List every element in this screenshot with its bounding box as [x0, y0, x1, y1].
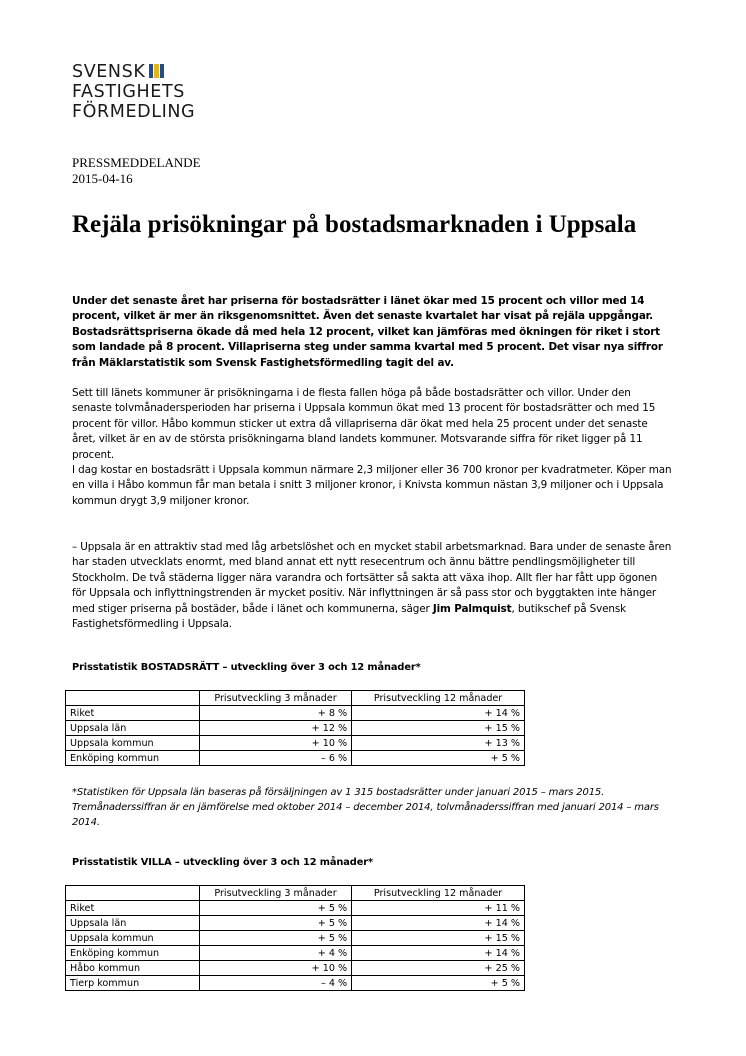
table-row	[66, 916, 525, 931]
table-row	[66, 901, 525, 916]
table-cell-12m: + 5 %	[352, 751, 525, 766]
table-cell-3m: – 6 %	[199, 751, 351, 766]
table-header-row	[66, 886, 525, 901]
table-row	[66, 736, 525, 751]
table-cell-region: Riket	[66, 706, 200, 721]
table-bostadsratt	[65, 690, 525, 766]
table-cell-3m: + 4 %	[199, 946, 351, 961]
table-row	[66, 721, 525, 736]
swedish-flag-icon	[149, 64, 165, 78]
table-footnote: *Statistiken för Uppsala län baseras på försäljningen av 1 315 bostadsrätter under januari 2015 – mars 2015. Tremånaderssiffran är en jämförelse med oktober 2014 – december 2014, tolvmånaderssiffran med januari 2014 – mars 2014.	[72, 787, 659, 828]
quote-text: – Uppsala är en attraktiv stad med låg arbetslöshet och en mycket stabil arbetsmarknad. Bara under de senaste åren har staden utvecklats enormt, med bland annat ett nytt resecentrum och ännu bättre pendlingsmöjligheter till Stockholm. De två städerna ligger nära varandra och fortsätter så sakta att växa ihop. Allt fler har fått upp ögonen för Uppsala och inflyttningstrenden är mycket positiv. När inflyttningen är så pass stor och byggtakten inte hänger med stiger priserna på bostäder, både i länet och kommunerna, säger	[72, 541, 672, 615]
table-cell-3m: + 12 %	[199, 721, 351, 736]
table-cell-3m: + 5 %	[199, 916, 351, 931]
table-cell-3m: + 10 %	[199, 961, 351, 976]
table-cell-region: Enköping kommun	[66, 946, 200, 961]
table-cell-3m: + 10 %	[199, 736, 351, 751]
table-row	[66, 931, 525, 946]
table-header-cell: Prisutveckling 3 månader	[199, 691, 351, 706]
body-paragraph-3	[72, 540, 672, 632]
table-cell-12m: + 11 %	[352, 901, 525, 916]
table-cell-region: Enköping kommun	[66, 751, 200, 766]
logo-line-1: SVENSK	[72, 62, 146, 82]
company-logo	[72, 62, 195, 122]
document-date: 2015-04-16	[72, 171, 133, 186]
table-cell-3m: + 8 %	[199, 706, 351, 721]
table-header-cell: Prisutveckling 12 månader	[352, 886, 525, 901]
table-cell-region: Uppsala kommun	[66, 736, 200, 751]
table-row	[66, 751, 525, 766]
table-cell-3m: – 4 %	[199, 976, 351, 991]
table-cell-3m: + 5 %	[199, 901, 351, 916]
table-cell-12m: + 5 %	[352, 976, 525, 991]
table-cell-12m: + 14 %	[352, 916, 525, 931]
table-header-cell	[66, 691, 200, 706]
table-cell-12m: + 14 %	[352, 706, 525, 721]
table-header-cell: Prisutveckling 3 månader	[199, 886, 351, 901]
table-row	[66, 706, 525, 721]
table-cell-12m: + 25 %	[352, 961, 525, 976]
logo-line-2: FASTIGHETS	[72, 82, 185, 102]
table-cell-region: Uppsala kommun	[66, 931, 200, 946]
body-paragraph-2: I dag kostar en bostadsrätt i Uppsala kommun närmare 2,3 miljoner eller 36 700 kronor per kvadratmeter. Köper man en villa i Håbo kommun får man betala i snitt 3 miljoner kronor, i Knivsta kommun nästan 3,9 miljoner och i Uppsala kommun drygt 3,9 miljoner kronor.	[72, 464, 672, 507]
document-meta	[72, 155, 201, 187]
logo-line-3: FÖRMEDLING	[72, 102, 196, 122]
table-cell-12m: + 15 %	[352, 721, 525, 736]
table-cell-region: Riket	[66, 901, 200, 916]
table-header-cell	[66, 886, 200, 901]
table-villa	[65, 885, 525, 991]
table-title-bostadsratt: Prisstatistik BOSTADSRÄTT – utveckling över 3 och 12 månader*	[72, 662, 421, 673]
table-row	[66, 976, 525, 991]
table-cell-region: Håbo kommun	[66, 961, 200, 976]
table-cell-region: Tierp kommun	[66, 976, 200, 991]
quote-attribution: , butikschef på Svensk Fastighetsförmedling i Uppsala.	[72, 602, 627, 631]
table-cell-12m: + 13 %	[352, 736, 525, 751]
table-row	[66, 946, 525, 961]
table-cell-12m: + 15 %	[352, 931, 525, 946]
body-paragraph-1: Sett till länets kommuner är prisökningarna i de flesta fallen höga på både bostadsrätter och villor. Under den senaste tolvmånadersperioden har priserna i Uppsala kommun ökat med 13 procent för bostadsrätter och med 15 procent för villor. Håbo kommun sticker ut extra då villapriserna där ökat med hela 25 procent under det senaste året, vilket är en av de största prisökningarna bland landets kommuner. Motsvarande siffra för riket ligger på 11 procent.	[72, 387, 656, 461]
page-title: Rejäla prisökningar på bostadsmarknaden i Uppsala	[72, 211, 637, 238]
table-cell-3m: + 5 %	[199, 931, 351, 946]
table-cell-12m: + 14 %	[352, 946, 525, 961]
lead-paragraph: Under det senaste året har priserna för bostadsrätter i länet ökar med 15 procent och villor med 14 procent, vilket är mer än riksgenomsnittet. Även det senaste kvartalet har visat på rejäla uppgångar. Bostadsrättspriserna ökade då med hela 12 procent, vilket kan jämföras med ökningen för riket i stort som landade på 8 procent. Villapriserna steg under samma kvartal med 5 procent. Det visar nya siffror från Mäklarstatistik som Svensk Fastighetsförmedling tagit del av.	[72, 295, 663, 369]
table-row	[66, 961, 525, 976]
document-type: PRESSMEDDELANDE	[72, 155, 201, 170]
quoted-person: Jim Palmquist	[432, 602, 512, 615]
table-title-villa: Prisstatistik VILLA – utveckling över 3 och 12 månader*	[72, 857, 374, 868]
table-header-cell: Prisutveckling 12 månader	[352, 691, 525, 706]
table-cell-region: Uppsala län	[66, 721, 200, 736]
table-header-row	[66, 691, 525, 706]
table-cell-region: Uppsala län	[66, 916, 200, 931]
